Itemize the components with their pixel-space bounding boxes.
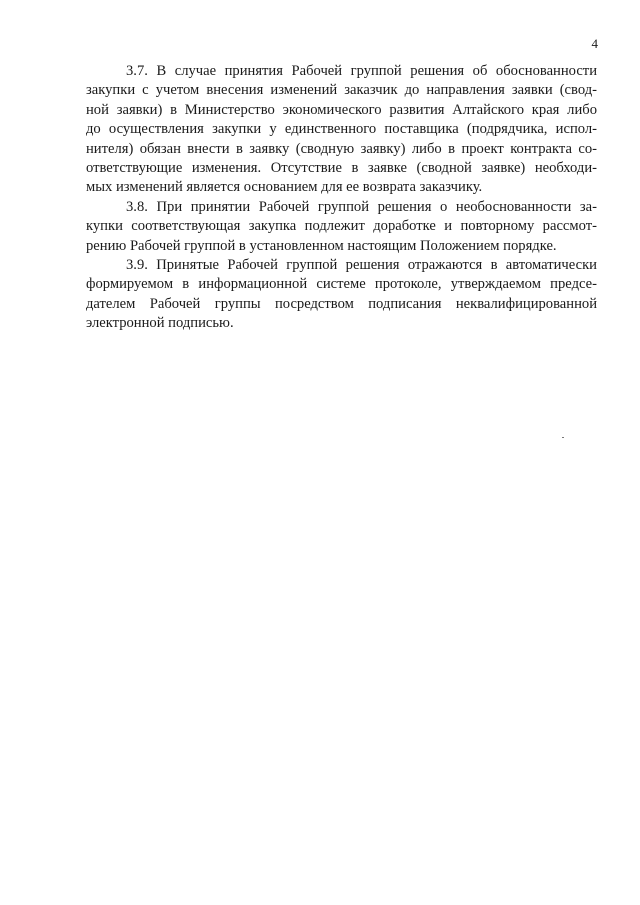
paragraph-line: формируемом в информационной системе протоколе, утверждаемом предсе- [86,276,597,293]
paragraph-line: нителя) обязан внести в заявку (сводную заявку) либо в проект контракта со- [86,140,597,157]
paragraph-line: 3.9. Принятые Рабочей группой решения отражаются в автоматически [126,257,597,274]
paragraph-line: рению Рабочей группой в установленном настоящим Положением порядке. [86,237,557,254]
scan-speck [562,437,564,438]
paragraph-line: 3.8. При принятии Рабочей группой решения о необоснованности за- [126,198,597,215]
paragraph-3-8 [86,198,597,256]
paragraph-line: до осуществления закупки у единственного поставщика (подрядчика, испол- [86,121,597,138]
page-number: 4 [591,36,598,51]
paragraph-line: электронной подписью. [86,315,234,332]
paragraph-line: мых изменений является основанием для ее возврата заказчику. [86,179,483,196]
paragraph-line: ной заявки) в Министерство экономического развития Алтайского края либо [86,101,597,118]
paragraph-line: ответствующие изменения. Отсутствие в заявке (сводной заявке) необходи- [86,160,597,177]
paragraph-line: 3.7. В случае принятия Рабочей группой решения об обоснованности [126,63,597,79]
document-body [86,62,597,334]
paragraph-line: купки соответствующая закупка подлежит доработке и повторному рассмот- [86,218,597,235]
paragraph-3-7 [86,62,597,198]
paragraph-3-9 [86,256,597,334]
paragraph-line: дателем Рабочей группы посредством подписания неквалифицированной [86,295,597,312]
paragraph-line: закупки с учетом внесения изменений заказчик до направления заявки (свод- [86,82,597,99]
